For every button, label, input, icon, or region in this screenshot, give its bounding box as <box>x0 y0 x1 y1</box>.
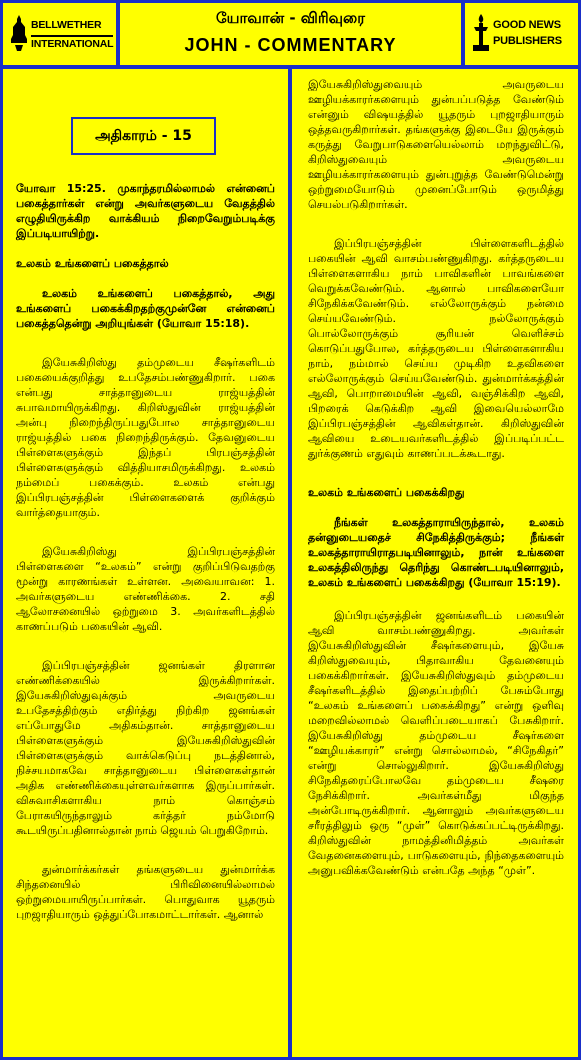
logo-text-line1: BELLWETHER <box>31 19 102 31</box>
chapter-heading: அதிகாரம் - 15 <box>71 117 216 155</box>
good-news-logo <box>471 13 573 55</box>
logo-text-line2: PUBLISHERS <box>493 35 562 47</box>
paragraph: இயேசுகிறிஸ்து இப்பிரபஞ்சத்தின் பிள்ளைகளை “உலகம்” என்று குறிப்பிடுவதற்கு மூன்று காரணங்கள் உள்ளன. அவையாவன: 1. அவர்களுடைய எண்ணிக்கை. 2. சதி ஆலோசனையில் ஒற்றுமை 3. அவர்களிடத்தில் காணப்படும் பகையின் ஆவி. <box>16 545 275 633</box>
logo-text-line1: GOOD NEWS <box>493 19 561 31</box>
intro-verse: யோவா 15:25. முகாந்தரமில்லாமல் என்னைப் பகைத்தார்கள் என்று அவர்களுடைய வேதத்தில் எழுதியிருக்கிற வாக்கியம் நிறைவேறும்படிக்கு இப்படியாயிற்று. <box>16 182 275 240</box>
left-column <box>3 69 288 1057</box>
paragraph: இயேசுகிறிஸ்து தம்முடைய சீஷர்களிடம் பகையைக்குறித்து உபதேசம்பண்ணுகிறார். பகை என்பது சாத்தானுடைய ராஜ்யத்தின் சுபாவமாயிருக்கிறது. கிறிஸ்துவின் ராஜ்யத்தின் அன்பு நிறைந்திருப்பதுபோல சாத்தானுடைய ராஜ்யத்தில் பகை நிறைந்திருக்கும். தேவனுடைய பிள்ளைகளுக்கும் இந்தப் பிரபஞ்சத்தின் பிள்ளைகளுக்கும் வித்தியாசமிருக்கிறது. உலகம் நம்மைப் பகைக்கும். உலகம் என்பது இப்பிரபஞ்சத்தின் பிள்ளைகளைக் குறிக்கும் வார்த்தையாகும். <box>16 356 275 519</box>
paragraph: இயேசுகிறிஸ்துவையும் அவருடைய ஊழியக்காரர்களையும் துன்பப்படுத்த வேண்டும் என்னும் விஷயத்தில் யூதரும் புறஜாதியாரும் ஒத்தவருகிறார்கள். தங்களுக்கு இடையே இருக்கும் கருத்து வேறுபாடுகளையெல்லாம் மறந்துவிட்டு, கிறிஸ்துவையும் அவருடைய ஊழியக்காரர்களையும் துன்புறுத்த வேண்டுமென்று ஒற்றுமையோடும் முனைப்போடும் ஒருமித்து செயல்படுகிறார்கள். <box>308 78 564 211</box>
section-heading: உலகம் உங்களைப் பகைத்தால் <box>16 257 169 270</box>
verse-quote: நீங்கள் உலகத்தாராயிருந்தால், உலகம் தன்னுடையதைச் சிநேகித்திருக்கும்; நீங்கள் உலகத்தாராயிராதபடியினாலும், நான் உங்களை உலகத்திலிருந்து தெரிந்து கொண்டபடியினாலும், உலகம் உங்களைப் பகைக்கிறது (யோவா 15:19). <box>308 516 564 589</box>
good-news-logo-box <box>465 3 578 65</box>
paragraph: துன்மார்க்கர்கள் தங்களுடைய துன்மார்க்க சிந்தனையில் பிரிவினையில்லாமல் ஒற்றுமையாயிருப்பார்கள். பொதுவாக யூதரும் புறஜாதியாரும் ஒத்துப்போகமாட்டார்கள். ஆனால் <box>16 863 275 921</box>
bellwether-logo <box>9 13 114 55</box>
title-box <box>120 3 461 65</box>
lamp-icon <box>471 13 491 53</box>
paragraph: இப்பிரபஞ்சத்தின் ஜனங்களிடம் பகையின் ஆவி வாசம்பண்ணுகிறது. அவர்கள் இயேசுகிறிஸ்துவின் சீஷர்களையும், இயேசு கிறிஸ்துவையும், பிதாவாகிய தேவனையும் பகைக்கிறார்கள். இயேசுகிறிஸ்துவும் தம்முடைய சீஷர்களிடத்தில் இதைப்பற்றிப் பேசும்போது “உலகம் உங்களைப் பகைக்கிறது” என்று ஒளிவு மறைவில்லாமல் வெளிப்படையாகப் பேசுகிறார். இயேசுகிறிஸ்து தம்முடைய சீஷர்களை “ஊழியக்காரர்” என்று சொல்லாமல், “சிநேகிதர்” என்று சொல்லுகிறார். இயேசுகிறிஸ்து சிநேகிதரைப்போலவே தம்முடைய சீஷரை நேசிக்கிறார். அவர்கள்மீது மிகுந்த அன்போடிருக்கிறார். ஆனாலும் அவர்களுடைய சரீரத்திலும் ஒரு “முள்” கொடுக்கப்பட்டிருக்கிறது. கிறிஸ்துவின் நாமத்தினிமித்தம் அவர்கள் வேதனைகளையும், பாடுகளையும், நிந்தைகளையும் அனுபவிக்கவேண்டும் என்பதே அந்த “முள்”. <box>308 609 564 877</box>
page-title-tamil: யோவான் - விரிவுரை <box>216 9 365 27</box>
section-heading: உலகம் உங்களைப் பகைக்கிறது <box>308 486 465 499</box>
verse-quote: உலகம் உங்களைப் பகைத்தால், அது உங்களைப் பகைக்கிறதற்குமுன்னே என்னைப் பகைத்ததென்று அறியுங்கள் (யோவா 15:18). <box>16 287 275 330</box>
logo-text-line2: INTERNATIONAL <box>31 35 113 51</box>
bell-icon <box>9 13 29 53</box>
page-title-english: JOHN - COMMENTARY <box>184 35 397 55</box>
paragraph: இப்பிரபஞ்சத்தின் ஜனங்கள் திரளான எண்ணிக்கையில் இருக்கிறார்கள். இயேசுகிறிஸ்துவுக்கும் அவருடைய உபதேசத்திற்கும் எதிர்த்து நிற்கிற ஜனங்கள் எப்போதுமே அதிகம்தான். சாத்தானுடைய பிள்ளைகளுக்கும் இயேசுகிறிஸ்துவின் பிள்ளைகளுக்கும் வாக்கெடுப்பு நடத்தினால், நிச்சயமாகவே சாத்தானுடைய பிள்ளைகள்தான் அதிக எண்ணிக்கையுள்ளவர்களாக இருப்பார்கள். விசுவாசிகளாகிய நாம் கொஞ்சம் பேராகயிருந்தாலும் கர்த்தர் நம்மோடு கூடயிருப்பதினால்தான் நாம் ஜெயம் பெறுகிறோம். <box>16 659 275 837</box>
paragraph: இப்பிரபஞ்சத்தின் பிள்ளைகளிடத்தில் பகையின் ஆவி வாசம்பண்ணுகிறது. கர்த்தருடைய பிள்ளைகளாகிய நாம் பாவிகளின் பாவங்களை வெறுக்கவேண்டும். ஆனால் பாவிகளையோ சிநேகிக்கவேண்டும். எல்லோருக்கும் நன்மை செய்யவேண்டும். நல்லோருக்கும் பொல்லோருக்கும் சூரியன் வெளிச்சம் கொடுப்பதுபோல, கர்த்தருடைய பிள்ளைகளாகிய நாம், நம்மால் செய்ய முடிகிற உதவிகளை எல்லோருக்கும் செய்யவேண்டும். துன்மார்க்கத்தின் ஆவி, பொறாமையின் ஆவி, வஞ்சிக்கிற ஆவி, பிறரைக் கெடுக்கிற ஆவி இவையெல்லாமே இப்பிரபஞ்சத்தின் ஆவிகள்தான். கிறிஸ்துவின் ஆவியை உடையவர்களிடத்தில் இப்படிப்பட்ட துர்க்குணம் எதுவும் காணப்படக்கூடாது. <box>308 237 564 460</box>
header <box>3 3 578 65</box>
right-column <box>292 69 578 1057</box>
bellwether-logo-box <box>3 3 116 65</box>
